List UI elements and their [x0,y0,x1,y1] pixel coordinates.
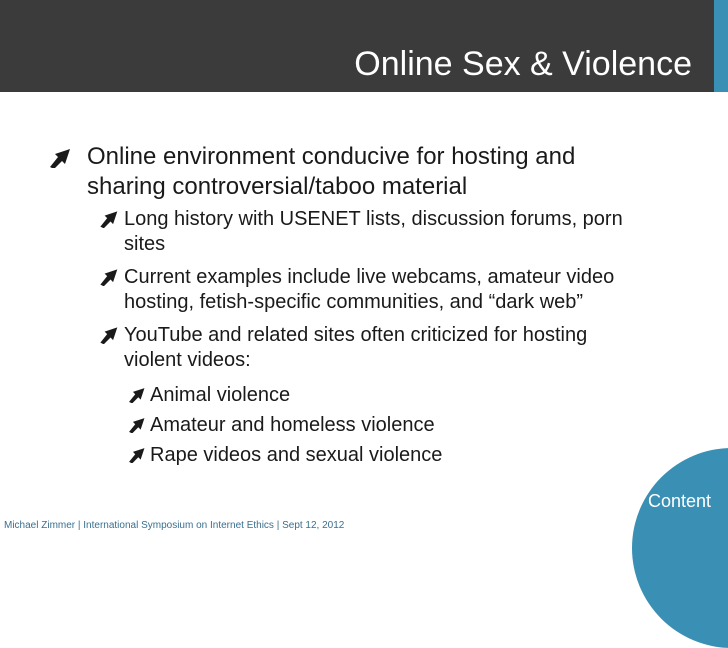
bullet-sub2-line1: Current examples include live webcams, amateur video [124,266,615,288]
arrow-bullet-icon [97,268,119,286]
bullet-sub2-line2: hosting, fetish-specific communities, and “dark web” [124,291,584,313]
arrow-bullet-icon [126,417,146,433]
bullet-sub3-line1: YouTube and related sites often criticized for hosting [124,324,588,346]
title-accent-strip [714,0,728,92]
arrow-bullet-icon [97,210,119,228]
arrow-bullet-icon [126,447,146,463]
bullet-subsub1: Animal violence [150,384,291,406]
arrow-bullet-icon [97,326,119,344]
section-label: Content [648,491,712,511]
bullet-main-line2: sharing controversial/taboo material [87,173,468,200]
bullet-subsub2: Amateur and homeless violence [150,414,435,436]
bullet-main-line1: Online environment conducive for hosting and [87,143,576,170]
bullet-sub3-line2: violent videos: [124,349,251,371]
slide-title: Online Sex & Violence [354,45,692,83]
slide-footer: Michael Zimmer | International Symposium on Internet Ethics | Sept 12, 2012 [4,520,345,531]
bullet-sub1-line1: Long history with USENET lists, discussion forums, porn [124,208,623,230]
section-badge [632,448,728,648]
arrow-bullet-icon [126,387,146,403]
bullet-subsub3: Rape videos and sexual violence [150,444,443,466]
arrow-bullet-icon [46,148,72,168]
bullet-sub1-line2: sites [124,233,166,255]
